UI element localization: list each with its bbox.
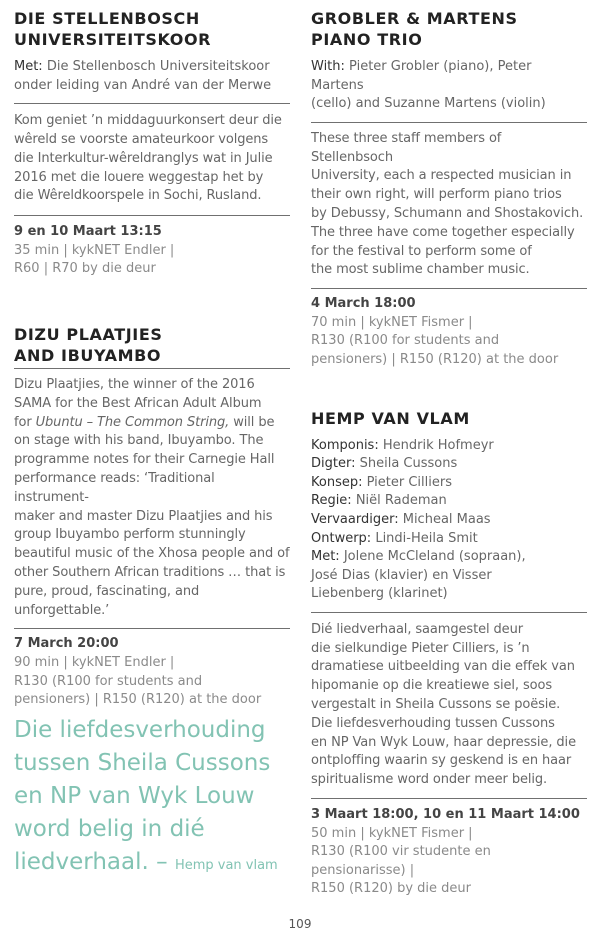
quote-line: en NP van Wyk Louw xyxy=(14,783,255,809)
event-credits xyxy=(311,437,587,604)
text-line: their own right, will perform piano trios xyxy=(311,187,562,203)
info-line: R130 (R100 vir studente en pensionarisse) | xyxy=(311,844,491,878)
event-description xyxy=(14,112,290,206)
text-line: dramatiese uitbeelding van die effek van xyxy=(311,659,575,675)
event-title xyxy=(311,8,587,50)
text-line: Dizu Plaatjies, the winner of the 2016 xyxy=(14,376,255,392)
title-line: AND IBUYAMBO xyxy=(14,345,162,365)
quote-line: word belig in dié xyxy=(14,816,205,842)
album-title: Ubuntu – The Common String, xyxy=(35,414,230,430)
text-line: en NP Van Wyk Louw, haar depressie, die xyxy=(311,734,576,750)
event-datetime: 7 March 20:00 xyxy=(14,636,119,652)
text-line: for xyxy=(14,414,36,430)
info-line: R130 (R100 for students and xyxy=(14,673,203,689)
text-line: SAMA for the Best African Adult Album xyxy=(14,395,262,411)
credit-value: Micheal Maas xyxy=(398,511,491,527)
text-line: spiritualisme word onder meer belig. xyxy=(311,772,548,788)
event-info xyxy=(311,314,587,370)
quote-line: Die liefdesverhouding xyxy=(14,717,266,743)
quote-line: liedverhaal. – xyxy=(14,849,175,875)
quote-source: Hemp van vlam xyxy=(174,858,278,873)
text-line: other Southern African traditions … that is xyxy=(14,564,286,580)
event-description xyxy=(311,621,587,790)
text-line: The three have come together especially xyxy=(311,224,575,240)
info-line: R150 (R120) by die deur xyxy=(311,881,472,897)
credit-value: Hendrik Hofmeyr xyxy=(378,437,494,453)
event-datetime: 4 March 18:00 xyxy=(311,296,416,312)
text-line: die Wêreldkoorspele in Sochi, Rusland. xyxy=(14,188,262,204)
left-column xyxy=(14,0,290,710)
text-line: die sielkundige Pieter Cilliers, is ’n xyxy=(311,640,530,656)
text-line: pure, proud, fascinating, and unforgettable.’ xyxy=(14,583,200,618)
divider xyxy=(311,288,587,289)
text-line: beautiful music of the Xhosa people and of xyxy=(14,546,290,562)
divider xyxy=(311,122,587,123)
credit-label: Regie: xyxy=(311,493,352,509)
event-credits xyxy=(14,58,290,95)
credit-label: With: xyxy=(311,59,345,74)
credit-value: (cello) and Suzanne Martens (violin) xyxy=(311,96,546,112)
credit-value: Jolene McCleland (sopraan), xyxy=(339,549,526,565)
credit-value: José Dias (klavier) en Visser xyxy=(311,567,492,583)
credit-value: onder leiding van André van der Merwe xyxy=(14,77,272,93)
text-line: programme notes for their Carnegie Hall xyxy=(14,452,275,468)
text-line: the most sublime chamber music. xyxy=(311,262,530,278)
text-line: Dié liedverhaal, saamgestel deur xyxy=(311,621,523,637)
event-dizu-plaatjies xyxy=(14,324,290,710)
info-line: R60 | R70 by die deur xyxy=(14,261,156,277)
credit-value: Niël Rademan xyxy=(351,493,447,509)
divider xyxy=(14,215,290,216)
credit-label: Ontwerp: xyxy=(311,530,372,546)
credit-value: Die Stellenbosch Universiteitskoor xyxy=(42,59,270,74)
quote-line: tussen Sheila Cussons xyxy=(14,750,271,776)
info-line: 35 min | kykNET Endler | xyxy=(14,242,175,258)
text-line: vergestalt in Sheila Cussons se poësie. xyxy=(311,697,561,713)
info-line: pensioners) | R150 (R120) at the door xyxy=(14,692,262,708)
event-info xyxy=(14,242,290,279)
text-line: group Ibuyambo perform stunningly xyxy=(14,527,246,543)
event-title xyxy=(14,8,290,50)
text-line: by Debussy, Schumann and Shostakovich. xyxy=(311,205,584,221)
divider xyxy=(14,103,290,104)
text-line: Die liefdesverhouding tussen Cussons xyxy=(311,715,555,731)
event-description xyxy=(311,130,587,280)
divider xyxy=(14,628,290,629)
title-line: PIANO TRIO xyxy=(311,30,423,49)
event-datetime: 3 Maart 18:00, 10 en 11 Maart 14:00 xyxy=(311,807,580,823)
text-line: Kom geniet ’n middaguurkonsert deur die xyxy=(14,113,282,129)
credit-value: Pieter Cilliers xyxy=(362,474,452,490)
info-line: 90 min | kykNET Endler | xyxy=(14,654,175,670)
credit-value: Pieter Grobler (piano), Peter Martens xyxy=(311,59,532,93)
title-line: DIZU PLAATJIES xyxy=(14,324,163,344)
text-line: hipomanie op die kreatiewe siel, soos xyxy=(311,678,553,694)
credit-value: Lindi-Heila Smit xyxy=(371,530,478,546)
text-line: These three staff members of Stellenbsoch xyxy=(311,130,502,165)
pull-quote xyxy=(14,714,304,882)
event-title xyxy=(14,324,290,366)
event-description xyxy=(14,376,290,620)
credit-label: Konsep: xyxy=(311,474,363,490)
event-info xyxy=(14,654,290,710)
info-line: R130 (R100 for students and xyxy=(311,333,500,349)
page-number: 109 xyxy=(288,917,312,931)
text-line: 2016 met die louere weggestap het by xyxy=(14,169,264,185)
info-line: 70 min | kykNET Fismer | xyxy=(311,314,473,330)
event-grobler-martens xyxy=(311,8,587,370)
divider xyxy=(311,798,587,799)
text-line: on stage with his band, Ibuyambo. The xyxy=(14,433,264,449)
info-line: pensioners) | R150 (R120) at the door xyxy=(311,351,559,367)
event-credits xyxy=(311,58,587,114)
credit-label: Komponis: xyxy=(311,437,379,453)
credit-label: Met: xyxy=(14,59,43,74)
title-line: GROBLER & MARTENS xyxy=(311,9,518,28)
credit-label: Digter: xyxy=(311,456,356,472)
right-column xyxy=(311,0,587,899)
event-stellenbosch-koor xyxy=(14,8,290,279)
title-line: DIE STELLENBOSCH xyxy=(14,9,200,28)
event-title: HEMP VAN VLAM xyxy=(311,408,470,428)
event-hemp-van-vlam xyxy=(311,408,587,899)
credit-label: Vervaardiger: xyxy=(311,511,399,527)
title-line: UNIVERSITEITSKOOR xyxy=(14,30,212,49)
text-line: will be xyxy=(229,414,275,430)
text-line: wêreld se voorste amateurkoor volgens xyxy=(14,131,269,147)
credit-value: Sheila Cussons xyxy=(355,456,458,472)
text-line: for the festival to perform some of xyxy=(311,243,532,259)
event-info xyxy=(311,825,587,899)
credit-label: Met: xyxy=(311,549,340,565)
text-line: University, each a respected musician in xyxy=(311,168,572,184)
divider xyxy=(311,612,587,613)
info-line: 50 min | kykNET Fismer | xyxy=(311,825,473,841)
text-line: performance reads: ‘Traditional instrument- xyxy=(14,470,215,505)
event-datetime: 9 en 10 Maart 13:15 xyxy=(14,224,162,240)
divider xyxy=(14,368,290,369)
text-line: ontploffing waarin sy geskend is en haar xyxy=(311,753,572,769)
text-line: die Interkultur-wêreldranglys wat in Julie xyxy=(14,150,273,166)
credit-value: Liebenberg (klarinet) xyxy=(311,586,448,602)
text-line: maker and master Dizu Plaatjies and his xyxy=(14,508,273,524)
